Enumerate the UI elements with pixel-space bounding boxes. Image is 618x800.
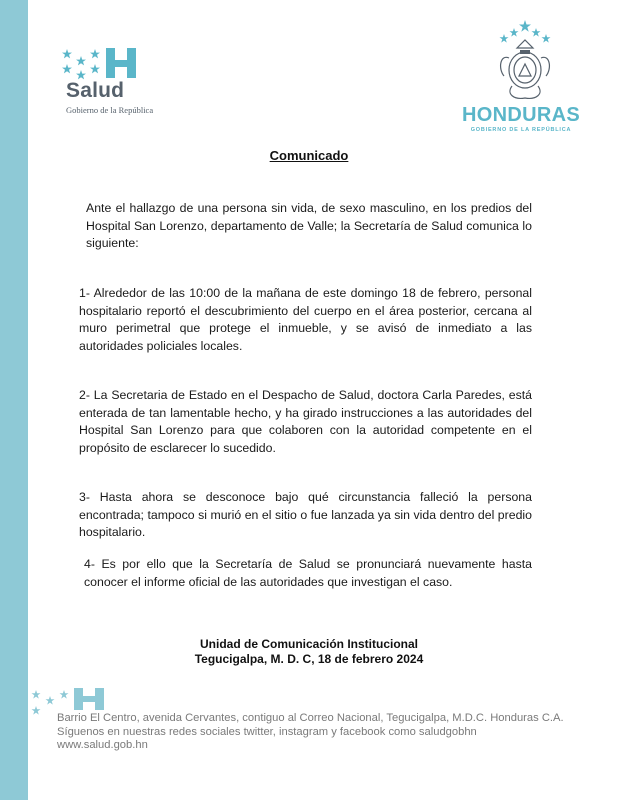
footer-contact <box>57 712 564 753</box>
list-item-1: 1- Alrededor de las 10:00 de la mañana de este domingo 18 de febrero, personal hospitalario reportó el descubrimiento del cuerpo en el área posterior, cercana al muro perimetral que protege el inmueble, y se avisó de inmediato a las autoridades policiales locales. <box>79 286 532 353</box>
salud-logo-subtitle: Gobierno de la República <box>66 105 154 115</box>
list-item-2: 2- La Secretaria de Estado en el Despacho de Salud, doctora Carla Paredes, está enterada de tan lamentable hecho, y ha girado instrucciones a las autoridades del Hospital San Lorenzo para que colaboren con la autoridad competente en el propósito de esclarecer lo sucedido. <box>79 388 532 455</box>
side-accent-bar <box>0 0 28 800</box>
honduras-logo-text: HONDURAS <box>462 104 580 126</box>
coat-of-arms-icon <box>490 14 560 110</box>
list-item-3: 3- Hasta ahora se desconoce bajo qué circunstancia falleció la persona encontrada; tampoco si murió en el sitio o fue lanzada ya sin vida dentro del predio hospitalario. <box>79 490 532 540</box>
footer-website-link[interactable]: www.salud.gob.hn <box>57 739 148 752</box>
signature-place-date: Tegucigalpa, M. D. C, 18 de febrero 2024 <box>194 652 424 666</box>
honduras-logo-subtitle: GOBIERNO DE LA REPÚBLICA <box>470 127 572 133</box>
signature-unit: Unidad de Comunicación Institucional <box>199 637 418 651</box>
intro-paragraph: Ante el hallazgo de una persona sin vida, de sexo masculino, en los predios del Hospital San Lorenzo, departamento de Valle; la Secretaría de Salud comunica lo siguiente: <box>86 201 532 251</box>
document-title: Comunicado <box>269 148 349 163</box>
list-item-4: 4- Es por ello que la Secretaría de Salud se pronunciará nuevamente hasta conocer el informe oficial de las autoridades que investigan el caso. <box>84 557 532 589</box>
footer-address: Barrio El Centro, avenida Cervantes, contiguo al Correo Nacional, Tegucigalpa, M.D.C. Honduras C.A. <box>57 712 564 724</box>
footer-social: Síguenos en nuestras redes sociales twitter, instagram y facebook como saludgobhn <box>57 725 477 738</box>
salud-logo-text: Salud <box>66 79 125 102</box>
